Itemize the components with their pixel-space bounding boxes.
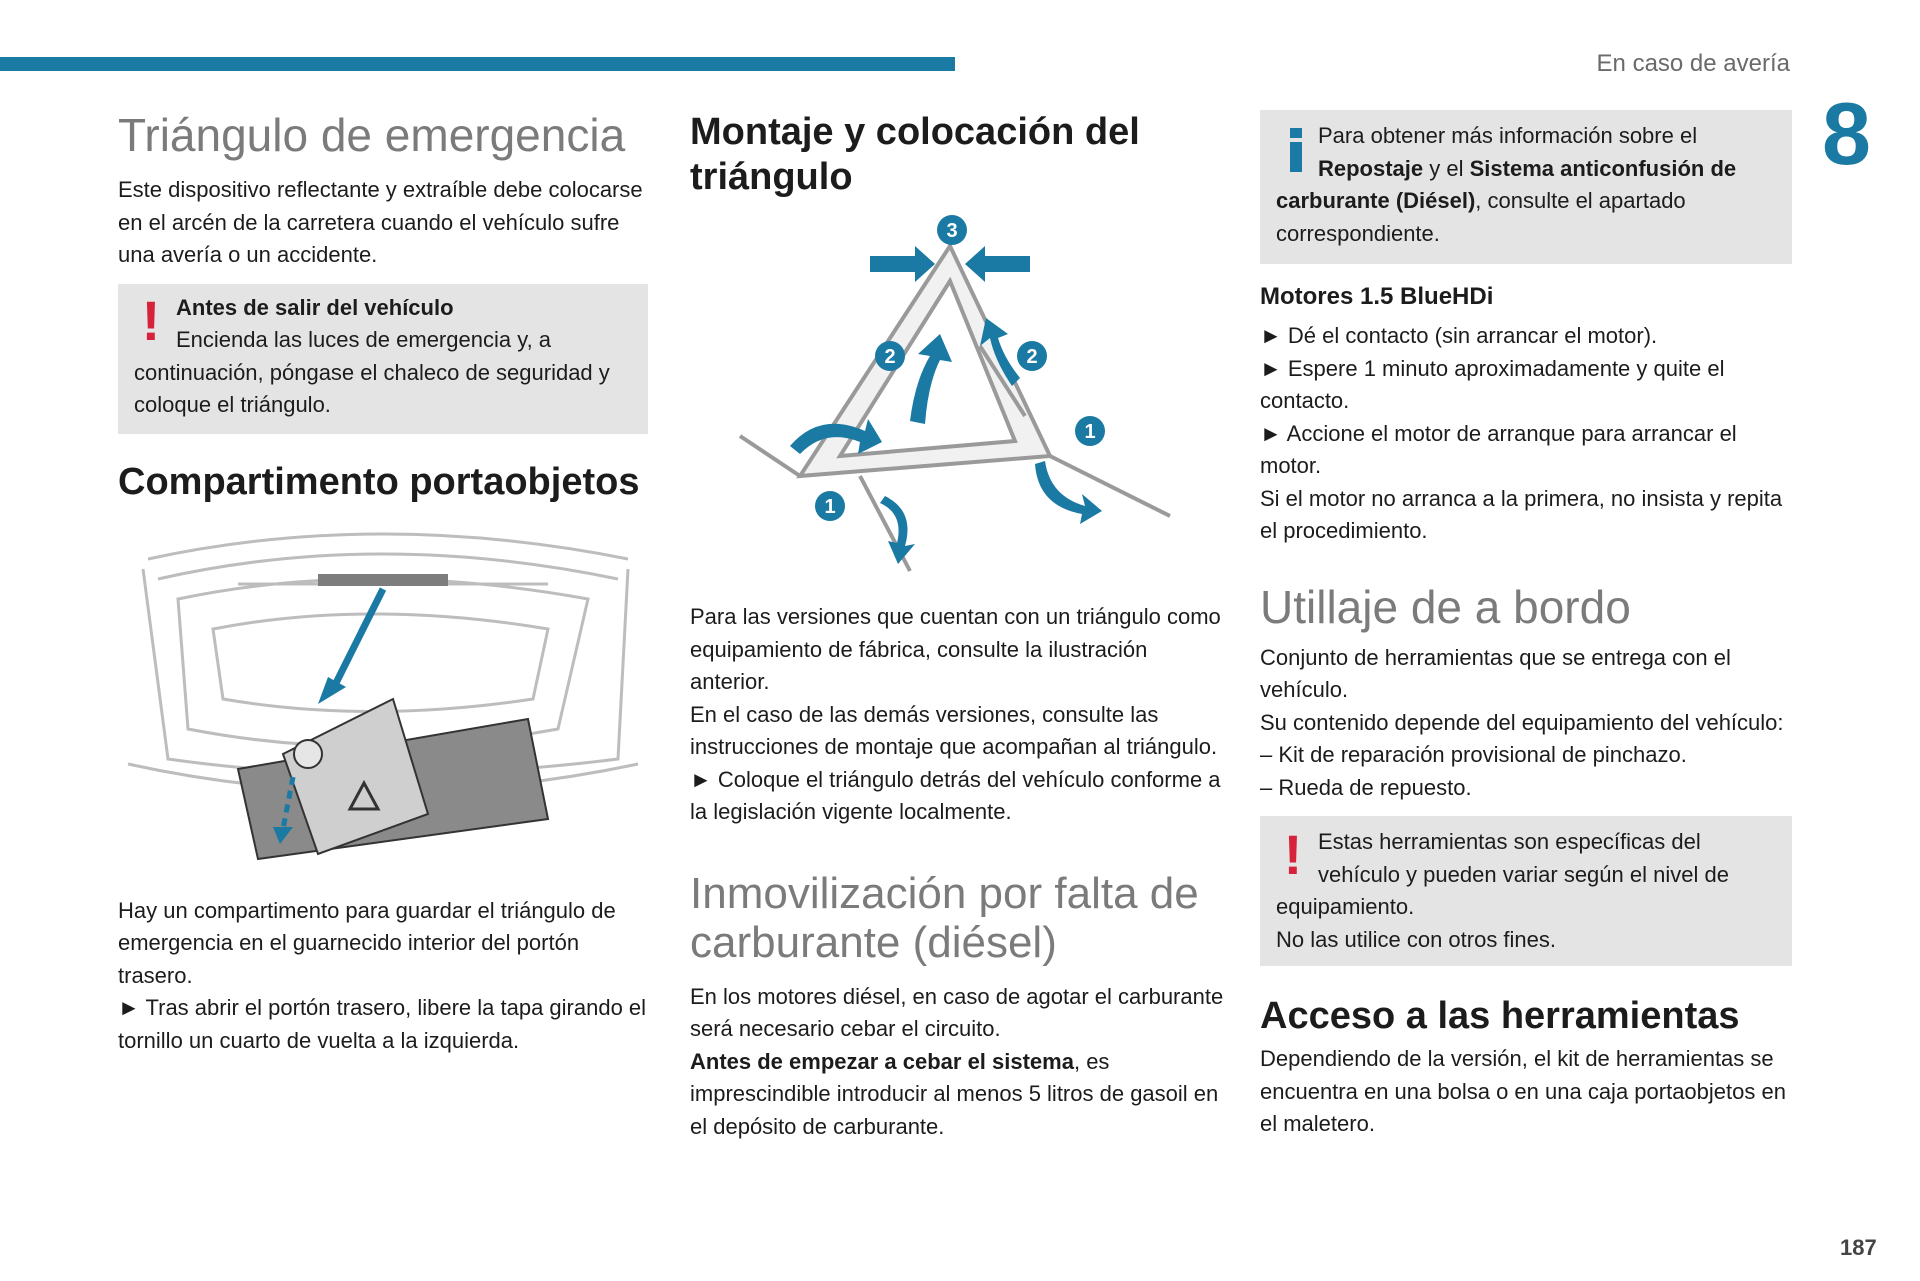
engine-note: Si el motor no arranca a la primera, no insista y repita el procedimiento. — [1260, 485, 1783, 543]
section-title-assembly: Montaje y colocación del triángulo — [690, 111, 1140, 198]
fuel-rest: , es imprescindible introducir al menos 5 litros de gasoil en el depósito de carburante. — [690, 1048, 1219, 1139]
warning-heading: Antes de salir del vehículo — [176, 294, 454, 320]
warning-box — [118, 284, 648, 434]
fuel-bold: Antes de empezar a cebar el sistema — [690, 1048, 1074, 1074]
column-3 — [1260, 110, 1792, 1141]
triangle-intro: Este dispositivo reflectante y extraíble debe colocarse en el arcén de la carretera cuando el vehículo sufre una avería o un accidente. — [118, 177, 643, 267]
arrow-fold-left — [880, 496, 915, 564]
fuel-text-1: En los motores diésel, en caso de agotar el carburante será necesario cebar el circuito. — [690, 983, 1224, 1041]
access-text: Dependiendo de la versión, el kit de herramientas se encuentra en una bolsa o en una caja portaobjetos en el maletero. — [1260, 1046, 1786, 1136]
fuel-text-2 — [690, 1046, 1225, 1144]
badge-2b: 2 — [1026, 346, 1038, 368]
section-title-fuel: Inmovilización por falta de carburante (diésel) — [690, 868, 1199, 967]
assembly-text-2: En el caso de las demás versiones, consulte las instrucciones de montaje que acompañan al triángulo. — [690, 701, 1218, 759]
badge-1b: 1 — [824, 496, 836, 518]
engines-title: Motores 1.5 BlueHDi — [1260, 283, 1494, 310]
info-icon — [1276, 120, 1318, 180]
arrow-in-right — [965, 246, 1030, 282]
warning-text: Encienda las luces de emergencia y, a continuación, póngase el chaleco de seguridad y coloque el triángulo. — [134, 327, 610, 417]
badge-2a: 2 — [884, 346, 896, 368]
tailgate-handle — [318, 574, 448, 586]
engine-step-3: ► Accione el motor de arranque para arrancar el motor. — [1260, 420, 1737, 478]
tools-warning-text-1: Estas herramientas son específicas del vehículo y pueden variar según el nivel de equipamiento. — [1276, 829, 1729, 919]
column-1 — [118, 110, 648, 1057]
tailgate-compartment-illustration — [118, 519, 648, 889]
tools-item-1: – Kit de reparación provisional de pinchazo. — [1260, 742, 1687, 767]
tools-text-2: Su contenido depende del equipamiento del vehículo: — [1260, 709, 1784, 735]
badge-1a: 1 — [1084, 421, 1096, 443]
header-accent-bar — [0, 57, 955, 71]
arrow-in-left — [870, 246, 935, 282]
section-title-storage: Compartimento portaobjetos — [118, 460, 640, 503]
badge-3: 3 — [946, 220, 958, 242]
section-name: En caso de avería — [1596, 50, 1790, 77]
page-number: 187 — [1840, 1235, 1877, 1260]
tools-warning-box — [1260, 816, 1792, 966]
tools-text-1: Conjunto de herramientas que se entrega con el vehículo. — [1260, 644, 1731, 702]
assembly-text-1: Para las versiones que cuentan con un triángulo como equipamiento de fábrica, consulte la ilustración anterior. — [690, 604, 1221, 694]
section-title-tools: Utillaje de a bordo — [1260, 580, 1631, 633]
section-title-access: Acceso a las herramientas — [1260, 995, 1740, 1037]
tools-item-2: – Rueda de repuesto. — [1260, 774, 1472, 800]
engine-step-1: ► Dé el contacto (sin arrancar el motor). — [1260, 323, 1658, 348]
storage-step: ► Tras abrir el portón trasero, libere la tapa girando el tornillo un cuarto de vuelta a la izquierda. — [118, 995, 647, 1053]
chapter-number: 8 — [1822, 84, 1871, 183]
warning-icon: ! — [141, 288, 161, 352]
engine-step-2: ► Espere 1 minuto aproximadamente y quite el contacto. — [1260, 355, 1725, 413]
assembly-step: ► Coloque el triángulo detrás del vehículo conforme a la legislación vigente localmente. — [690, 766, 1221, 824]
storage-text: Hay un compartimento para guardar el triángulo de emergencia en el guarnecido interior del portón trasero. — [118, 897, 616, 988]
column-2 — [690, 110, 1225, 1143]
tools-warning-text-2: No las utilice con otros fines. — [1276, 926, 1557, 952]
warning-icon: ! — [1283, 823, 1303, 886]
info-text: Para obtener más información sobre el Repostaje y el Sistema anticonfusión de carburante (Diésel), consulte el apartado correspondiente. — [1276, 123, 1737, 246]
arrow-fold-right — [1035, 461, 1102, 524]
cover-screw[interactable] — [294, 740, 322, 768]
triangle-assembly-illustration — [690, 206, 1225, 591]
info-box — [1260, 110, 1792, 264]
section-title-triangle: Triángulo de emergencia — [118, 109, 626, 161]
